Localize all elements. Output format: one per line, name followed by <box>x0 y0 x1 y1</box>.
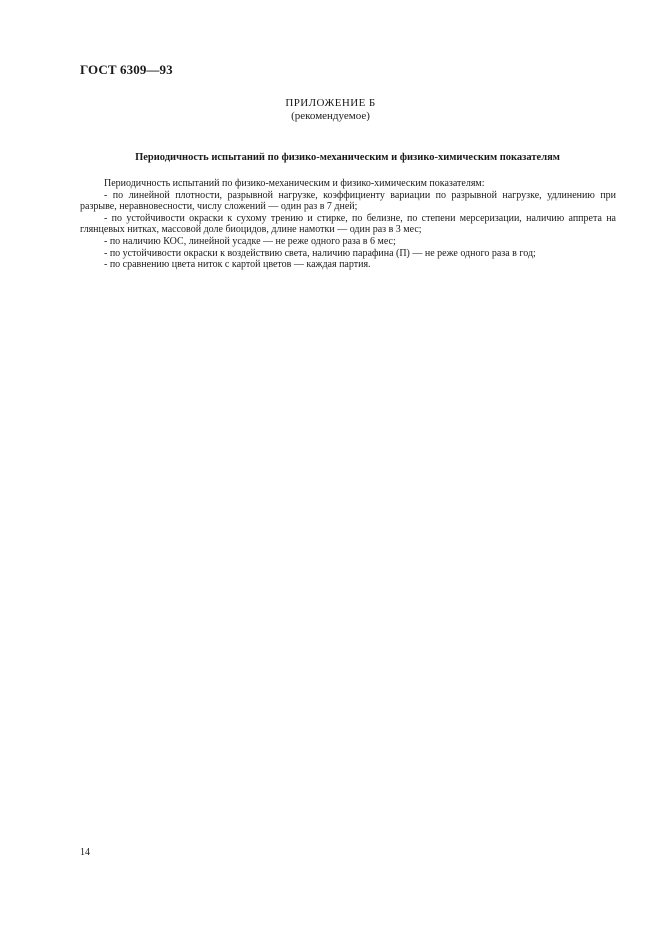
list-item: - по сравнению цвета ниток с картой цветов — каждая партия. <box>104 259 371 271</box>
section-heading: Периодичность испытаний по физико-механическим и физико-химическим показателям <box>135 152 560 163</box>
page-number: 14 <box>80 847 90 858</box>
intro-paragraph: Периодичность испытаний по физико-механическим и физико-химическим показателям: <box>104 178 485 189</box>
list-item: - по линейной плотности, разрывной нагрузке, коэффициенту вариации по разрывной нагрузке, удлинению при разрыве, неравновесности, числу сложений — один раз в 7 дней; <box>80 189 616 213</box>
appendix-title: ПРИЛОЖЕНИЕ Б <box>285 97 376 109</box>
list-item: - по устойчивости окраски к сухому трению и стирке, по белизне, по степени мерсеризации, наличию аппрета на глянцевых нитках, массовой доле биоцидов, длине намотки — один раз в 3 мес; <box>80 212 616 236</box>
body-text <box>80 178 616 271</box>
document-code: ГОСТ 6309—93 <box>80 62 173 77</box>
appendix-subtitle: (рекомендуемое) <box>291 110 370 122</box>
list-item: - по устойчивости окраски к воздействию света, наличию парафина (П) — не реже одного раза в год; <box>104 247 536 259</box>
list-item: - по наличию КОС, линейной усадке — не реже одного раза в 6 мес; <box>104 235 396 247</box>
appendix-header <box>0 97 661 123</box>
